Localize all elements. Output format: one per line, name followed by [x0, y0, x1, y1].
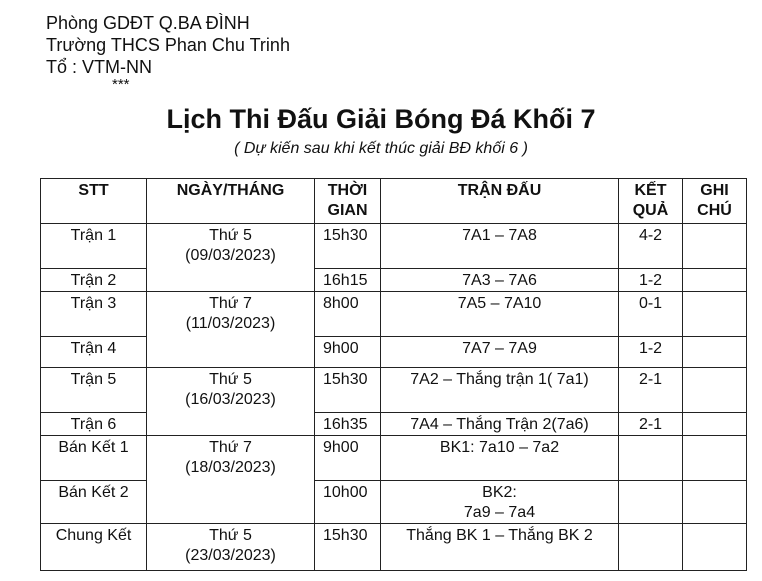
- cell-result: [619, 436, 683, 481]
- cell-stt: Trận 6: [41, 413, 147, 436]
- cell-time: 15h30: [315, 524, 381, 571]
- table-row: [41, 413, 747, 436]
- cell-result: [619, 524, 683, 571]
- cell-match: BK2: 7a9 – 7a4: [381, 481, 619, 524]
- table-row: [41, 481, 747, 524]
- cell-note: [683, 292, 747, 337]
- header-stars: ***: [112, 76, 130, 93]
- cell-note: [683, 413, 747, 436]
- cell-stt: Trận 2: [41, 269, 147, 292]
- cell-time: 15h30: [315, 368, 381, 413]
- cell-match: 7A3 – 7A6: [381, 269, 619, 292]
- cell-note: [683, 524, 747, 571]
- cell-stt: Trận 3: [41, 292, 147, 337]
- cell-match: 7A1 – 7A8: [381, 224, 619, 269]
- cell-stt: Trận 4: [41, 337, 147, 368]
- cell-time: 16h15: [315, 269, 381, 292]
- table-row: [41, 269, 747, 292]
- group-name: Tổ : VTM-NN: [46, 57, 152, 77]
- school-name: Trường THCS Phan Chu Trinh: [46, 35, 290, 55]
- table-row: [41, 337, 747, 368]
- header-note: GHI CHÚ: [683, 179, 747, 224]
- cell-time: 9h00: [315, 436, 381, 481]
- cell-match: 7A2 – Thắng trận 1( 7a1): [381, 368, 619, 413]
- table-row: [41, 524, 747, 571]
- cell-date: Thứ 5 (09/03/2023): [147, 224, 315, 292]
- cell-stt: Trận 1: [41, 224, 147, 269]
- cell-result: 2-1: [619, 368, 683, 413]
- cell-match: 7A4 – Thắng Trận 2(7a6): [381, 413, 619, 436]
- table-row: [41, 224, 747, 269]
- cell-time: 15h30: [315, 224, 381, 269]
- table-row: [41, 436, 747, 481]
- table-header-row: [41, 179, 747, 224]
- cell-match: Thắng BK 1 – Thắng BK 2: [381, 524, 619, 571]
- page-subtitle: ( Dự kiến sau khi kết thúc giải BĐ khối 6 ): [234, 140, 528, 157]
- cell-result: 4-2: [619, 224, 683, 269]
- cell-stt: Chung Kết: [41, 524, 147, 571]
- cell-note: [683, 337, 747, 368]
- cell-stt: Bán Kết 2: [41, 481, 147, 524]
- cell-stt: Trận 5: [41, 368, 147, 413]
- cell-time: 16h35: [315, 413, 381, 436]
- cell-note: [683, 481, 747, 524]
- cell-result: [619, 481, 683, 524]
- cell-date: Thứ 7 (18/03/2023): [147, 436, 315, 524]
- header-time: THỜI GIAN: [315, 179, 381, 224]
- header-match: TRẬN ĐẤU: [381, 179, 619, 224]
- cell-result: 1-2: [619, 269, 683, 292]
- department-name: Phòng GDĐT Q.BA ĐÌNH: [46, 13, 250, 33]
- header-stt: STT: [41, 179, 147, 224]
- cell-note: [683, 368, 747, 413]
- cell-date: Thứ 5 (23/03/2023): [147, 524, 315, 571]
- header-date: NGÀY/THÁNG: [147, 179, 315, 224]
- document-header: [46, 12, 290, 92]
- cell-result: 1-2: [619, 337, 683, 368]
- cell-match: 7A7 – 7A9: [381, 337, 619, 368]
- cell-match: 7A5 – 7A10: [381, 292, 619, 337]
- cell-stt: Bán Kết 1: [41, 436, 147, 481]
- table-row: [41, 368, 747, 413]
- cell-match: BK1: 7a10 – 7a2: [381, 436, 619, 481]
- cell-date: Thứ 7 (11/03/2023): [147, 292, 315, 368]
- schedule-table: [40, 178, 747, 571]
- cell-time: 8h00: [315, 292, 381, 337]
- cell-result: 0-1: [619, 292, 683, 337]
- cell-time: 10h00: [315, 481, 381, 524]
- page-title: Lịch Thi Đấu Giải Bóng Đá Khối 7: [166, 104, 596, 134]
- cell-note: [683, 224, 747, 269]
- table-row: [41, 292, 747, 337]
- cell-note: [683, 269, 747, 292]
- cell-date: Thứ 5 (16/03/2023): [147, 368, 315, 436]
- cell-result: 2-1: [619, 413, 683, 436]
- header-result: KẾT QUẢ: [619, 179, 683, 224]
- cell-note: [683, 436, 747, 481]
- cell-time: 9h00: [315, 337, 381, 368]
